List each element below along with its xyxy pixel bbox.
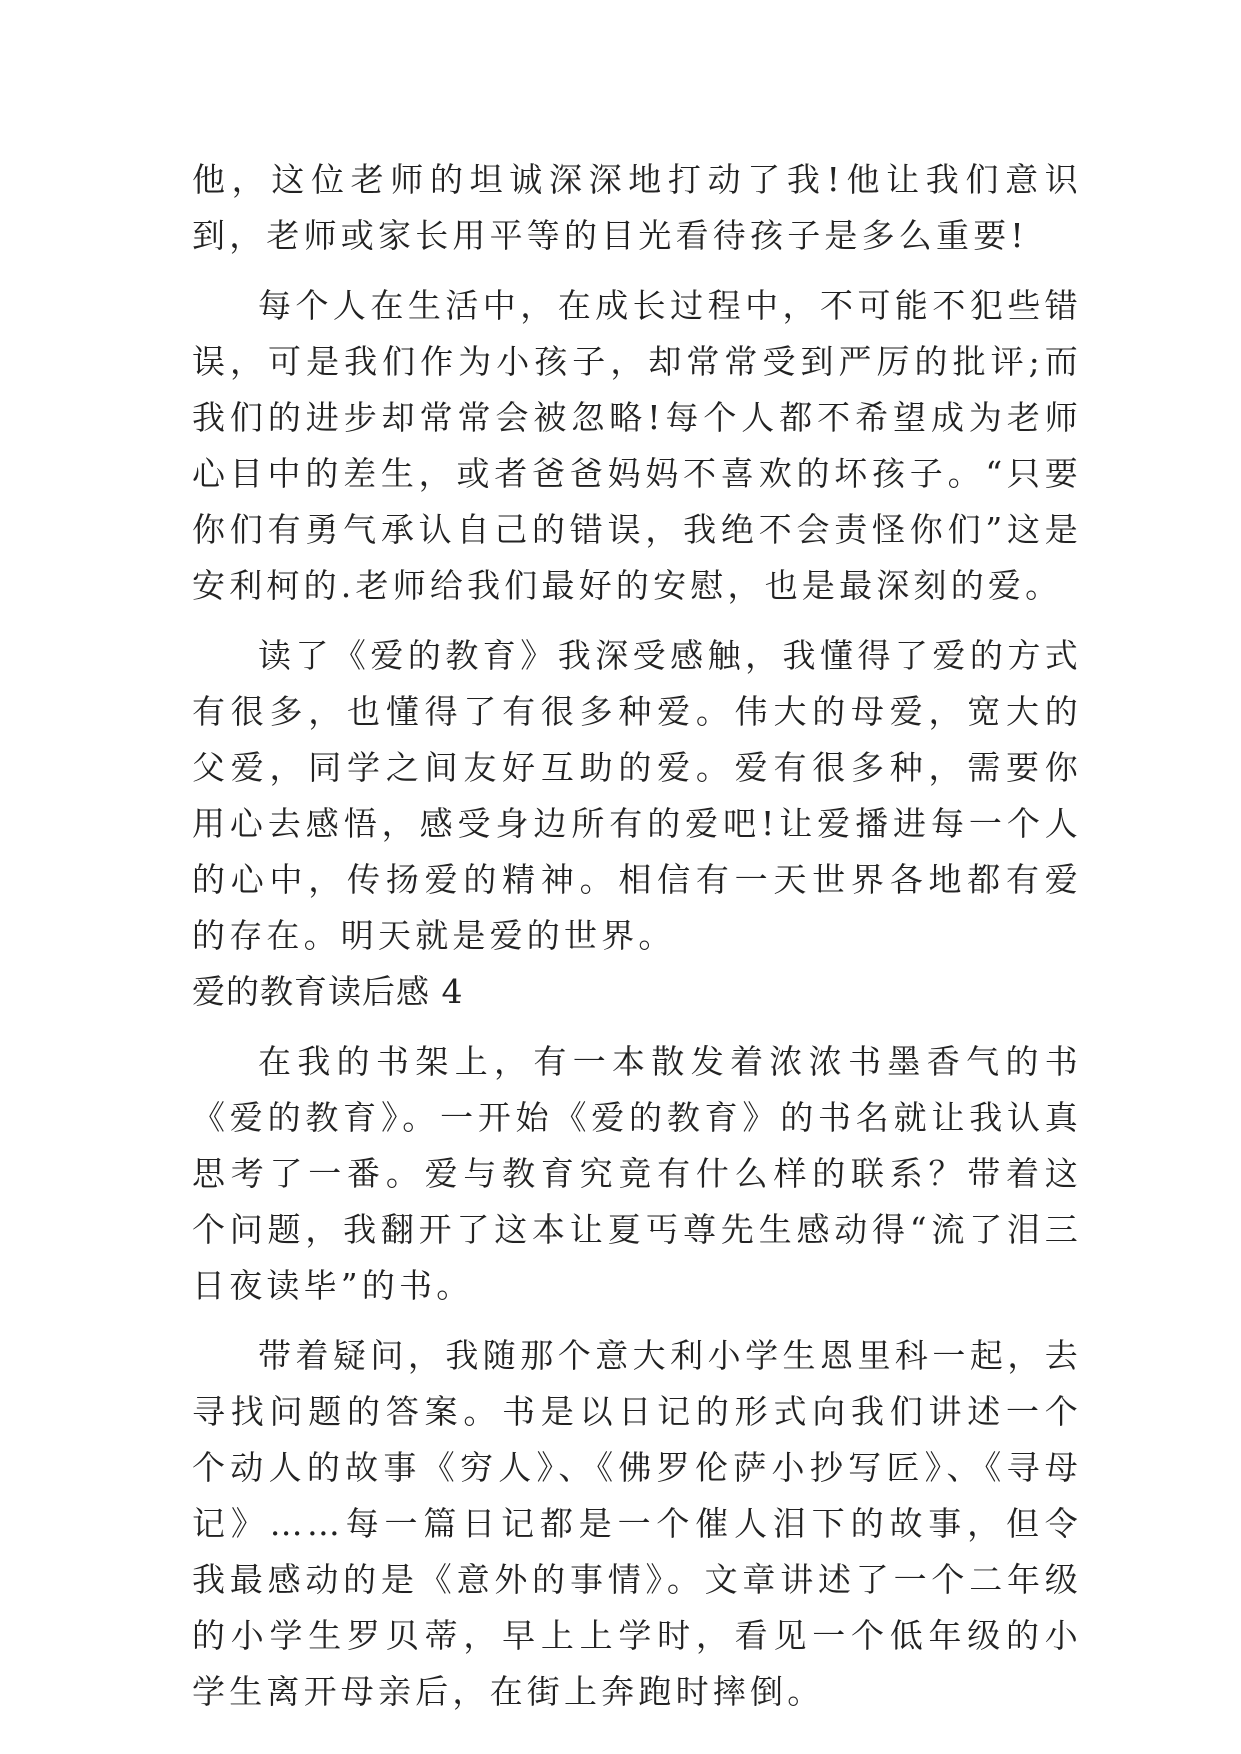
section-heading: 爱的教育读后感 4: [192, 972, 464, 1011]
paragraph-continuation: 他，这位老师的坦诚深深地打动了我!他让我们意识到，老师或家长用平等的目光看待孩子是多么重要!: [192, 160, 1082, 255]
paragraph-kinds-of-love: 读了《爱的教育》我深受感触，我懂得了爱的方式有很多，也懂得了有很多种爱。伟大的母爱，宽大的父爱，同学之间友好互助的爱。爱有很多种，需要你用心去感悟，感受身边所有的爱吧!让爱播进每一个人的心中，传扬爱的精神。相信有一天世界各地都有爱的存在。明天就是爱的世界。: [192, 636, 1082, 955]
paragraph-diary-stories: 带着疑问，我随那个意大利小学生恩里科一起，去寻找问题的答案。书是以日记的形式向我们讲述一个个动人的故事《穷人》、《佛罗伦萨小抄写匠》、《寻母记》……每一篇日记都是一个催人泪下的故事，但令我最感动的是《意外的事情》。文章讲述了一个二年级的小学生罗贝蒂，早上上学时，看见一个低年级的小学生离开母亲后，在街上奔跑时摔倒。: [192, 1336, 1082, 1711]
document-page: [192, 152, 1082, 1720]
paragraph-bookshelf: 在我的书架上，有一本散发着浓浓书墨香气的书《爱的教育》。一开始《爱的教育》的书名就让我认真思考了一番。爱与教育究竟有什么样的联系？带着这个问题，我翻开了这本让夏丐尊先生感动得“流了泪三日夜读毕”的书。: [192, 1042, 1082, 1305]
paragraph-mistakes: 每个人在生活中，在成长过程中，不可能不犯些错误，可是我们作为小孩子，却常常受到严厉的批评;而我们的进步却常常会被忽略!每个人都不希望成为老师心目中的差生，或者爸爸妈妈不喜欢的坏孩子。“只要你们有勇气承认自己的错误，我绝不会责怪你们”这是安利柯的.老师给我们最好的安慰，也是最深刻的爱。: [192, 286, 1082, 605]
